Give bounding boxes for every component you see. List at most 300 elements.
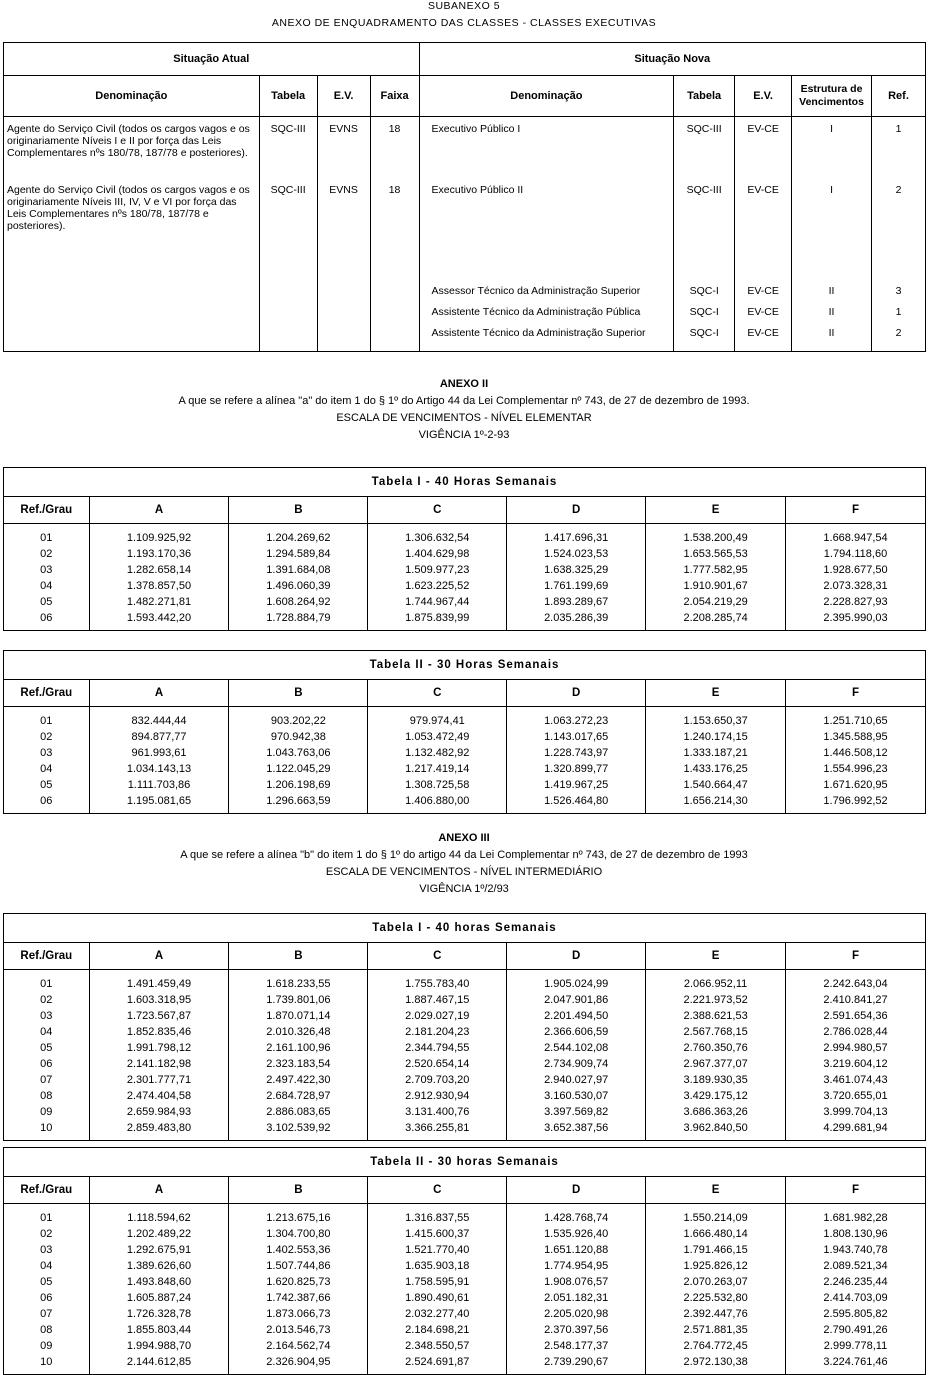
value-cell: 2.684.728,97 [266,1090,331,1102]
value-cell: 2.054.219,29 [683,596,748,608]
subanexo-label: SUBANEXO 5 [427,0,501,12]
anexo-iii-line2: ESCALA DE VENCIMENTOS - NÍVEL INTERMEDIÁRIO [325,866,603,878]
anexo-iii-line3: VIGÊNCIA 1º/2/93 [419,883,509,895]
value-cell: 2.410.841,27 [823,994,888,1006]
col-header-b: B [229,943,368,970]
value-cell: 2.967.377,07 [683,1058,748,1070]
value-column-e [646,1204,786,1375]
col-header-f: F [786,680,926,707]
ref-cell: 04 [40,1026,53,1038]
value-cell: 1.540.664,47 [683,779,748,791]
nova-denominacao-4: Assistente Técnico da Administração Pública [431,306,641,318]
value-cell: 1.554.996,23 [823,763,888,775]
value-column-c [368,970,507,1141]
value-cell: 3.366.255,81 [405,1122,470,1134]
value-cell: 1.742.387,66 [266,1292,331,1304]
col-tabela-nova: Tabela [674,76,735,117]
atual-faixa-1: 18 [388,123,401,135]
table-row [4,524,926,631]
value-cell: 1.758.595,91 [405,1276,470,1288]
value-cell: 2.764.772,45 [683,1340,748,1352]
nova-denominacao-3: Assessor Técnico da Administração Superior [431,285,641,297]
col-header-f: F [786,1177,926,1204]
value-cell: 3.224.761,46 [823,1356,888,1368]
value-cell: 2.144.612,85 [126,1356,192,1368]
value-cell: 1.925.826,12 [683,1260,748,1272]
value-cell: 3.962.840,50 [683,1122,748,1134]
value-cell: 1.893.289,67 [544,596,609,608]
value-cell: 2.591.654,36 [823,1010,888,1022]
ref-cell: 10 [40,1122,53,1134]
value-cell: 1.109.925,92 [126,532,192,544]
value-cell: 2.029.027,19 [405,1010,470,1022]
value-cell: 1.296.663,59 [266,795,331,807]
value-cell: 1.213.675,16 [266,1212,331,1224]
grade-table-ii-2 [3,650,926,814]
value-cell: 1.538.200,49 [683,532,748,544]
nova-ev-1: EV-CE [747,123,779,135]
value-column-c [368,524,507,631]
value-cell: 1.193.170,36 [126,548,192,560]
col-header-a: A [89,680,229,707]
value-cell: 1.623.225,52 [405,580,470,592]
value-cell: 1.509.977,23 [405,564,470,576]
value-column-a [89,1204,229,1375]
value-column-f [786,524,926,631]
value-cell: 1.433.176,25 [683,763,748,775]
value-cell: 1.666.480,14 [683,1228,748,1240]
value-cell: 1.668.947,54 [823,532,888,544]
table-title: Tabela II - 30 Horas Semanais [4,651,926,680]
value-cell: 2.051.182,31 [544,1292,609,1304]
anexo-ii-line1: A que se refere a alínea "a" do item 1 do § 1º do Artigo 44 da Lei Complementar nº 743, de 27 de dezembro de 1993. [178,395,750,407]
value-cell: 2.161.100,96 [266,1042,331,1054]
value-cell: 2.184.698,21 [405,1324,470,1336]
value-cell: 1.870.071,14 [266,1010,331,1022]
ref-cell: 07 [40,1074,53,1086]
value-cell: 3.652.387,56 [544,1122,609,1134]
ref-grau-header: Ref./Grau [4,943,90,970]
anexo-ii-title: ANEXO II [439,378,489,390]
value-column-e [646,970,786,1141]
value-cell: 1.143.017,65 [544,731,609,743]
ref-cell: 06 [40,1058,53,1070]
table-title: Tabela I - 40 Horas Semanais [4,468,926,497]
nova-ev-4: EV-CE [747,306,779,318]
col-ref: Ref. [872,76,926,117]
value-column-d [507,970,646,1141]
ref-cell: 05 [40,596,53,608]
value-cell: 1.122.045,29 [266,763,331,775]
value-cell: 1.496.060,39 [266,580,331,592]
value-cell: 2.301.777,71 [126,1074,192,1086]
nova-ref-4: 1 [895,306,902,318]
value-cell: 1.605.887,24 [126,1292,192,1304]
ref-grau-header: Ref./Grau [4,680,90,707]
nova-ref-2: 2 [895,184,902,196]
value-cell: 2.344.794,55 [405,1042,470,1054]
value-cell: 894.877,77 [131,731,187,743]
value-column-c [368,707,507,814]
ref-column [4,524,90,631]
value-column-e [646,707,786,814]
value-cell: 1.378.857,50 [126,580,192,592]
ref-grau-header: Ref./Grau [4,1177,90,1204]
nova-estrutura-5: II [828,327,835,339]
value-cell: 3.160.530,07 [544,1090,609,1102]
value-cell: 2.370.397,56 [544,1324,609,1336]
col-header-d: D [507,943,646,970]
value-cell: 1.034.143,13 [126,763,192,775]
value-cell: 2.141.182,98 [126,1058,192,1070]
value-cell: 1.791.466,15 [683,1244,748,1256]
value-cell: 2.524.691,87 [405,1356,470,1368]
ref-cell: 08 [40,1090,53,1102]
value-cell: 1.928.677,50 [823,564,888,576]
value-cell: 2.366.606,59 [544,1026,609,1038]
atual-tabela-2: SQC-III [270,184,306,196]
atual-tabela-1: SQC-III [270,123,306,135]
value-cell: 2.392.447,76 [683,1308,748,1320]
ref-cell: 01 [40,1212,53,1224]
value-cell: 1.292.675,91 [126,1244,192,1256]
value-column-f [786,970,926,1141]
atual-faixa-2: 18 [388,184,401,196]
atual-ev-1: EVNS [329,123,358,135]
value-cell: 3.999.704,13 [823,1106,888,1118]
value-cell: 1.195.081,65 [126,795,192,807]
value-cell: 2.066.952,11 [683,978,748,990]
value-cell: 2.242.643,04 [823,978,888,990]
value-cell: 1.608.264,92 [266,596,331,608]
value-cell: 1.994.988,70 [126,1340,192,1352]
anexo-ii-line3: VIGÊNCIA 1º-2-93 [418,429,510,441]
value-cell: 1.304.700,80 [266,1228,331,1240]
value-cell: 970.942,38 [270,731,326,743]
value-cell: 3.429.175,12 [683,1090,748,1102]
table-title: Tabela I - 40 horas Semanais [4,914,926,943]
value-cell: 2.348.550,57 [405,1340,470,1352]
value-column-c [368,1204,507,1375]
value-cell: 1.482.271,81 [126,596,192,608]
col-header-f: F [786,497,926,524]
ref-cell: 05 [40,779,53,791]
value-cell: 1.796.992,52 [823,795,888,807]
table-title: Tabela II - 30 horas Semanais [4,1148,926,1177]
col-header-e: E [646,943,786,970]
value-cell: 1.294.589,84 [266,548,331,560]
value-cell: 2.181.204,23 [405,1026,470,1038]
value-column-b [229,1204,368,1375]
ref-cell: 04 [40,1260,53,1272]
ref-cell: 02 [40,994,53,1006]
value-column-d [507,1204,646,1375]
table-row [4,1204,926,1375]
situacao-nova-header: Situação Nova [419,43,925,76]
value-cell: 1.777.582,95 [683,564,748,576]
ref-cell: 05 [40,1276,53,1288]
value-cell: 1.345.588,95 [823,731,888,743]
value-cell: 2.520.654,14 [405,1058,470,1070]
value-cell: 1.908.076,57 [544,1276,609,1288]
value-cell: 2.414.703,09 [823,1292,888,1304]
value-cell: 1.726.328,78 [126,1308,192,1320]
value-cell: 2.571.881,35 [683,1324,748,1336]
nova-ref-5: 2 [895,327,902,339]
value-cell: 1.204.269,62 [266,532,331,544]
nova-estrutura-4: II [828,306,835,318]
value-cell: 2.070.263,07 [683,1276,748,1288]
value-cell: 2.164.562,74 [266,1340,331,1352]
col-header-a: A [89,497,229,524]
col-denominacao: Denominação [4,76,260,117]
col-header-c: C [368,497,507,524]
ref-cell: 01 [40,532,53,544]
value-cell: 2.073.328,31 [823,580,888,592]
value-cell: 2.497.422,30 [266,1074,331,1086]
value-column-b [229,970,368,1141]
value-cell: 2.474.404,58 [126,1090,192,1102]
nova-tabela-3: SQC-I [689,285,719,297]
value-cell: 3.131.400,76 [405,1106,470,1118]
value-cell: 1.593.442,20 [126,612,192,624]
value-cell: 2.032.277,40 [405,1308,470,1320]
nova-estrutura-1: I [830,123,833,135]
col-header-c: C [368,680,507,707]
value-cell: 1.761.199,69 [544,580,609,592]
ref-cell: 08 [40,1324,53,1336]
value-cell: 1.535.926,40 [544,1228,609,1240]
col-header-c: C [368,1177,507,1204]
value-cell: 1.603.318,95 [126,994,192,1006]
value-cell: 1.419.967,25 [544,779,609,791]
value-cell: 1.063.272,23 [544,715,609,727]
ref-cell: 01 [40,978,53,990]
value-cell: 2.544.102,08 [544,1042,609,1054]
value-cell: 2.228.827,93 [823,596,888,608]
anexo-iii-block [0,830,928,898]
value-cell: 1.671.620,95 [823,779,888,791]
col-header-a: A [89,1177,229,1204]
value-cell: 1.428.768,74 [544,1212,609,1224]
value-cell: 832.444,44 [131,715,187,727]
value-cell: 1.043.763,06 [266,747,331,759]
col-ev: E.V. [317,76,370,117]
nova-estrutura-3: II [828,285,835,297]
value-cell: 1.526.464,80 [544,795,609,807]
value-cell: 2.201.494,50 [544,1010,609,1022]
value-cell: 1.991.798,12 [126,1042,192,1054]
nova-tabela-1: SQC-III [686,123,722,135]
table-row [4,707,926,814]
value-cell: 2.659.984,93 [126,1106,192,1118]
atual-ev-2: EVNS [329,184,358,196]
ref-cell: 03 [40,1010,53,1022]
value-cell: 1.755.783,40 [405,978,470,990]
value-cell: 903.202,22 [270,715,326,727]
value-cell: 1.656.214,30 [683,795,748,807]
value-cell: 2.739.290,67 [544,1356,609,1368]
value-cell: 2.760.350,76 [683,1042,748,1054]
value-cell: 1.391.684,08 [266,564,331,576]
value-cell: 2.734.909,74 [544,1058,609,1070]
value-cell: 1.852.835,46 [126,1026,192,1038]
value-cell: 1.521.770,40 [405,1244,470,1256]
value-cell: 3.720.655,01 [823,1090,888,1102]
nova-tabela-5: SQC-I [689,327,719,339]
value-cell: 1.890.490,61 [405,1292,470,1304]
nova-tabela-2: SQC-III [686,184,722,196]
ref-cell: 03 [40,564,53,576]
ref-cell: 07 [40,1308,53,1320]
value-cell: 1.320.899,77 [544,763,609,775]
value-cell: 2.790.491,26 [823,1324,888,1336]
value-cell: 1.406.880,00 [405,795,470,807]
value-cell: 1.620.825,73 [266,1276,331,1288]
col-header-e: E [646,1177,786,1204]
value-cell: 1.417.696,31 [544,532,609,544]
value-cell: 1.316.837,55 [405,1212,470,1224]
col-header-b: B [229,680,368,707]
value-cell: 2.786.028,44 [823,1026,888,1038]
value-cell: 1.723.567,87 [126,1010,192,1022]
value-cell: 1.206.198,69 [266,779,331,791]
col-header-b: B [229,497,368,524]
ref-column [4,970,90,1141]
value-cell: 2.859.483,80 [126,1122,192,1134]
value-cell: 2.709.703,20 [405,1074,470,1086]
value-cell: 1.855.803,44 [126,1324,192,1336]
nova-ref-1: 1 [895,123,902,135]
value-cell: 961.993,61 [131,747,187,759]
nova-denominacao-2: Executivo Público II [431,184,524,196]
value-cell: 1.651.120,88 [544,1244,609,1256]
value-cell: 2.221.973,52 [683,994,748,1006]
value-cell: 2.010.326,48 [266,1026,331,1038]
ref-cell: 02 [40,731,53,743]
value-cell: 1.905.024,99 [544,978,609,990]
grade-table-ii-1 [3,467,926,631]
value-cell: 2.208.285,74 [683,612,748,624]
value-cell: 4.299.681,94 [823,1122,888,1134]
col-faixa: Faixa [370,76,419,117]
value-cell: 1.333.187,21 [683,747,748,759]
table-row [4,970,926,1141]
value-column-f [786,1204,926,1375]
value-cell: 1.774.954,95 [544,1260,609,1272]
value-cell: 1.873.066,73 [266,1308,331,1320]
value-cell: 1.053.472,49 [405,731,470,743]
value-cell: 1.550.214,09 [683,1212,748,1224]
value-cell: 2.089.521,34 [823,1260,888,1272]
ref-cell: 06 [40,795,53,807]
value-cell: 3.102.539,92 [266,1122,331,1134]
value-cell: 1.306.632,54 [405,532,470,544]
value-cell: 1.524.023,53 [544,548,609,560]
ref-cell: 09 [40,1340,53,1352]
value-cell: 2.972.130,38 [683,1356,748,1368]
value-cell: 1.618.233,55 [266,978,331,990]
value-cell: 2.567.768,15 [683,1026,748,1038]
value-cell: 2.548.177,37 [544,1340,609,1352]
value-cell: 2.013.546,73 [266,1324,331,1336]
col-header-b: B [229,1177,368,1204]
value-cell: 2.205.020,98 [544,1308,609,1320]
col-header-e: E [646,497,786,524]
ref-cell: 03 [40,1244,53,1256]
value-cell: 1.282.658,14 [126,564,192,576]
ref-cell: 06 [40,612,53,624]
nova-denominacao-5: Assistente Técnico da Administração Superior [431,327,646,339]
ref-cell: 02 [40,1228,53,1240]
value-column-d [507,524,646,631]
value-cell: 2.388.621,53 [683,1010,748,1022]
value-cell: 1.240.174,15 [683,731,748,743]
col-header-e: E [646,680,786,707]
situacao-atual-header: Situação Atual [4,43,420,76]
nova-tabela-col [674,117,735,352]
value-column-a [89,524,229,631]
value-cell: 2.323.183,54 [266,1058,331,1070]
nova-ev-2: EV-CE [747,184,779,196]
value-cell: 2.912.930,94 [405,1090,470,1102]
value-cell: 3.219.604,12 [823,1058,888,1070]
grade-table-iii-1 [3,913,926,1141]
value-column-b [229,707,368,814]
nova-ev-5: EV-CE [747,327,779,339]
anexo-iii-title: ANEXO III [438,832,490,844]
ref-cell: 01 [40,715,53,727]
value-cell: 2.225.532,80 [683,1292,748,1304]
anexo-iii-line1: A que se refere a alínea "b" do item 1 do § 1º do artigo 44 da Lei Complementar nº 743, de 27 de dezembro de 1993 [180,849,748,861]
value-cell: 1.794.118,60 [823,548,888,560]
col-denominacao-nova: Denominação [419,76,674,117]
value-cell: 2.999.778,11 [823,1340,888,1352]
anexo-ii-block [0,376,928,444]
anexo-title: ANEXO DE ENQUADRAMENTO DAS CLASSES - CLASSES EXECUTIVAS [271,17,657,29]
value-cell: 3.461.074,43 [823,1074,888,1086]
value-cell: 1.808.130,96 [823,1228,888,1240]
anexo-ii-line2: ESCALA DE VENCIMENTOS - NÍVEL ELEMENTAR [336,412,592,424]
value-column-e [646,524,786,631]
value-cell: 2.326.904,95 [266,1356,331,1368]
value-cell: 1.118.594,62 [127,1212,191,1224]
col-ev-nova: E.V. [735,76,792,117]
nova-ev-3: EV-CE [747,285,779,297]
value-cell: 1.446.508,12 [823,747,888,759]
value-cell: 1.491.459,49 [126,978,192,990]
ref-cell: 10 [40,1356,53,1368]
value-cell: 2.246.235,44 [823,1276,888,1288]
value-cell: 1.681.982,28 [823,1212,888,1224]
ref-grau-header: Ref./Grau [4,497,90,524]
ref-cell: 06 [40,1292,53,1304]
value-cell: 1.739.801,06 [266,994,331,1006]
value-cell: 1.507.744,86 [266,1260,331,1272]
value-cell: 1.744.967,44 [405,596,470,608]
value-cell: 1.111.703,86 [127,779,191,791]
ref-cell: 03 [40,747,53,759]
col-header-d: D [507,497,646,524]
ref-cell: 04 [40,763,53,775]
nova-ref-3: 3 [895,285,902,297]
col-header-c: C [368,943,507,970]
value-column-f [786,707,926,814]
value-column-a [89,970,229,1141]
value-cell: 1.132.482,92 [405,747,470,759]
value-cell: 1.635.903,18 [405,1260,470,1272]
value-column-b [229,524,368,631]
